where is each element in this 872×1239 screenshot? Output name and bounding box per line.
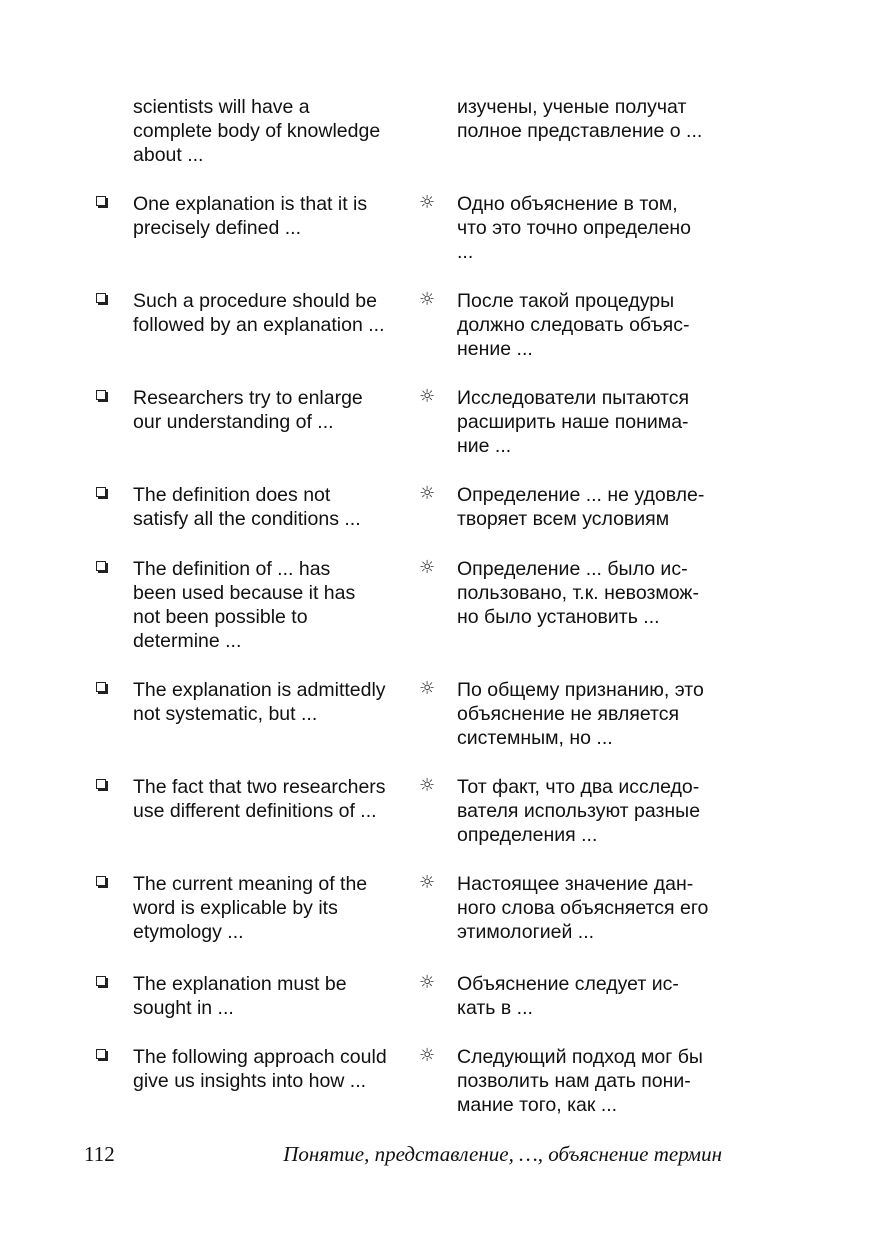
- russian-translation: Следующий подход мог бы позволить нам дать пони- мание того, как ...: [457, 1046, 703, 1116]
- checkbox-square-icon: [96, 976, 106, 986]
- sun-icon: ☼: [419, 386, 436, 407]
- sun-icon: ☼: [419, 1045, 436, 1066]
- sun-icon: ☼: [419, 972, 436, 993]
- sun-icon: ☼: [419, 289, 436, 310]
- english-phrase: The definition of ... has been used because it has not been possible to determine ...: [133, 558, 356, 652]
- russian-translation: После такой процедуры должно следовать объяс- нение ...: [457, 290, 690, 360]
- english-phrase: The fact that two researchers use different definitions of ...: [133, 776, 386, 822]
- sun-icon: ☼: [419, 775, 436, 796]
- english-phrase: scientists will have a complete body of knowledge about ...: [133, 96, 381, 166]
- checkbox-square-icon: [96, 876, 106, 886]
- english-phrase: One explanation is that it is precisely defined ...: [133, 193, 368, 239]
- sun-icon: ☼: [419, 192, 436, 213]
- checkbox-square-icon: [96, 561, 106, 571]
- english-phrase: Such a procedure should be followed by an explanation ...: [133, 290, 385, 336]
- checkbox-square-icon: [96, 390, 106, 400]
- page-number: 112: [84, 1142, 115, 1166]
- russian-translation: Определение ... было ис- пользовано, т.к. невозмож- но было установить ...: [457, 558, 699, 628]
- checkbox-square-icon: [96, 682, 106, 692]
- sun-icon: ☼: [419, 557, 436, 578]
- russian-translation: Одно объяснение в том, что это точно определено ...: [457, 193, 692, 263]
- english-phrase: The current meaning of the word is explicable by its etymology ...: [133, 873, 368, 943]
- russian-translation: Тот факт, что два исследо- вателя используют разные определения ...: [457, 776, 701, 846]
- running-title: Понятие, представление, …, объяснение термин: [283, 1142, 722, 1166]
- english-phrase: The explanation must be sought in ...: [133, 973, 347, 1019]
- checkbox-square-icon: [96, 779, 106, 789]
- checkbox-square-icon: [96, 196, 106, 206]
- sun-icon: ☼: [419, 872, 436, 893]
- english-phrase: The explanation is admittedly not systematic, but ...: [133, 679, 386, 725]
- english-phrase: The definition does not satisfy all the conditions ...: [133, 484, 361, 530]
- english-phrase: Researchers try to enlarge our understanding of ...: [133, 387, 363, 433]
- russian-translation: Настоящее значение дан- ного слова объясняется его этимологией ...: [457, 873, 709, 943]
- checkbox-square-icon: [96, 487, 106, 497]
- english-phrase: The following approach could give us insights into how ...: [133, 1046, 387, 1092]
- russian-translation: Определение ... не удовле- творяет всем условиям: [457, 484, 705, 530]
- russian-translation: Исследователи пытаются расширить наше понима- ние ...: [457, 387, 690, 457]
- sun-icon: ☼: [419, 678, 436, 699]
- sun-icon: ☼: [419, 483, 436, 504]
- checkbox-square-icon: [96, 1049, 106, 1059]
- russian-translation: изучены, ученые получат полное представление о ...: [457, 96, 703, 142]
- russian-translation: Объяснение следует ис- кать в ...: [457, 973, 679, 1019]
- checkbox-square-icon: [96, 293, 106, 303]
- russian-translation: По общему признанию, это объяснение не является системным, но ...: [457, 679, 704, 749]
